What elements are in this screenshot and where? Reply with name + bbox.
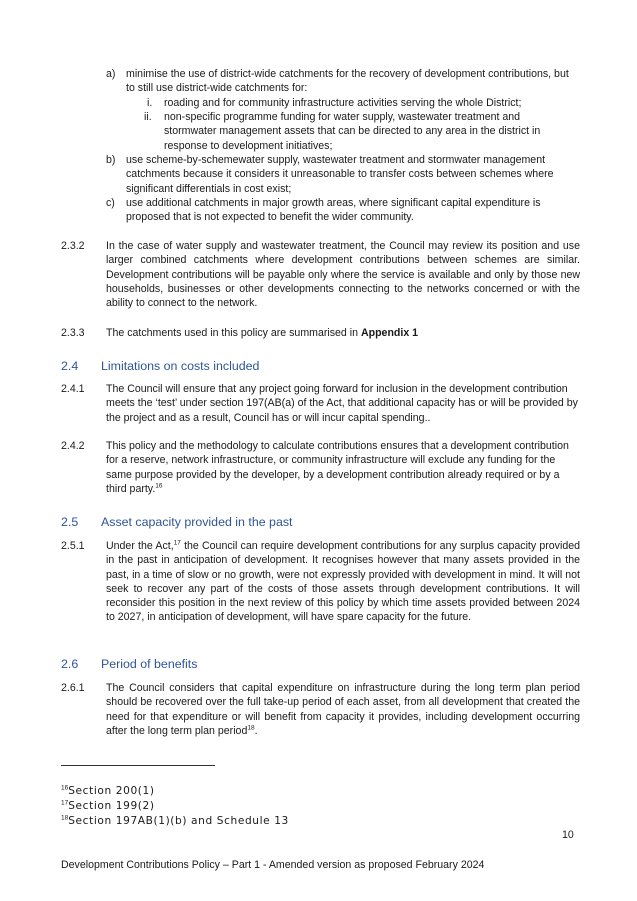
page-footer: Development Contributions Policy – Part 1 - Amended version as proposed February 2024 bbox=[61, 859, 485, 871]
para-2-3-3: The catchments used in this policy are summarised in Appendix 1 bbox=[106, 327, 419, 339]
appendix-ref: Appendix 1 bbox=[360, 327, 419, 339]
para-number-2-3-2: 2.3.2 bbox=[61, 240, 85, 252]
list-item-c: use additional catchments in major growth areas, where significant capital expenditure is proposed that is not expected to benefit the wider community. bbox=[126, 197, 541, 224]
list-marker-a: a) bbox=[106, 68, 116, 80]
list-marker-b: b) bbox=[106, 154, 116, 166]
para-2-4-2: This policy and the methodology to calculate contributions ensures that a development contribution for a reserve, network infrastructure, or community infrastructure will exclude any funding for the same purpose provided by the developer, by a development contribution already required or by a third party.$^{16}$ bbox=[106, 440, 569, 495]
footnote-ref-18: 18 bbox=[247, 724, 255, 732]
para-number-2-6-1: 2.6.1 bbox=[61, 682, 85, 694]
footnote-separator bbox=[61, 765, 215, 766]
footnote-17: $^{17}$Section 199(2) bbox=[61, 799, 155, 812]
footnote-ref-17: 17 bbox=[173, 539, 181, 547]
page-number: 10 bbox=[562, 829, 574, 841]
list-item-b: use scheme-by-schemewater supply, wastewater treatment and stormwater management catchments because it considers it unreasonable to transfer costs between schemes where significant differentials in cost exist; bbox=[126, 154, 554, 195]
para-2-6-1: The Council considers that capital expenditure on infrastructure during the long term plan period should be recovered over the full take-up period of each asset, from all development that created the need for that expenditure or will benefit from capacity it provides, including development occurring after the long term plan period$^{18}$. bbox=[106, 682, 580, 737]
list-marker-c: c) bbox=[106, 197, 115, 209]
section-heading-2-4: 2.4 Limitations on costs included bbox=[61, 359, 260, 373]
list-item-a: minimise the use of district-wide catchments for the recovery of development contributions, but to still use district-wide catchments for: bbox=[126, 68, 569, 95]
section-heading-2-6: 2.6 Period of benefits bbox=[61, 657, 198, 671]
footnote-18: $^{18}$Section 197AB(1)(b) and Schedule 13 bbox=[61, 814, 289, 827]
footnote-16: $^{16}$Section 200(1) bbox=[61, 784, 155, 797]
para-2-3-2: In the case of water supply and wastewater treatment, the Council may review its position and use larger combined catchments where development contributions between schemes are similar. Development contributions will be payable only where the service is available and only by those new households, businesses or other developments connecting to the networks concerned or with the ability to connect to the network. bbox=[106, 240, 580, 310]
para-number-2-5-1: 2.5.1 bbox=[61, 540, 85, 552]
para-2-5-1: Under the Act,$^{17}$ the Council can require development contributions for any surplus capacity provided in the past in anticipation of development. It recognises however that many assets provided in the past, in a time of slow or no growth, were not expressly provided with development in mind. It will not seek to recover any part of the costs of those assets through development contributions. It will reconsider this position in the next review of this policy by which time assets provided between 2024 to 2027, in anticipation of development, will have spare capacity for the future. bbox=[106, 539, 581, 624]
list-marker-i: i. bbox=[147, 97, 153, 109]
para-2-4-1: The Council will ensure that any project going forward for inclusion in the development contribution meets the ‘test’ under section 197(AB(a) of the Act, that additional capacity has or will be provided by the project and as a result, Council has or will incur capital spending.. bbox=[106, 383, 578, 424]
footnote-ref-16: 16 bbox=[155, 482, 163, 490]
para-number-2-4-2: 2.4.2 bbox=[61, 440, 85, 452]
para-number-2-3-3: 2.3.3 bbox=[61, 327, 85, 339]
list-item-ii: non-specific programme funding for water supply, wastewater treatment and stormwater management assets that can be directed to any area in the district in response to development initiatives; bbox=[164, 111, 541, 152]
section-heading-2-5: 2.5 Asset capacity provided in the past bbox=[61, 515, 293, 529]
para-number-2-4-1: 2.4.1 bbox=[61, 383, 85, 395]
list-marker-ii: ii. bbox=[144, 111, 152, 123]
list-item-i: roading and for community infrastructure activities serving the whole District; bbox=[164, 97, 522, 109]
